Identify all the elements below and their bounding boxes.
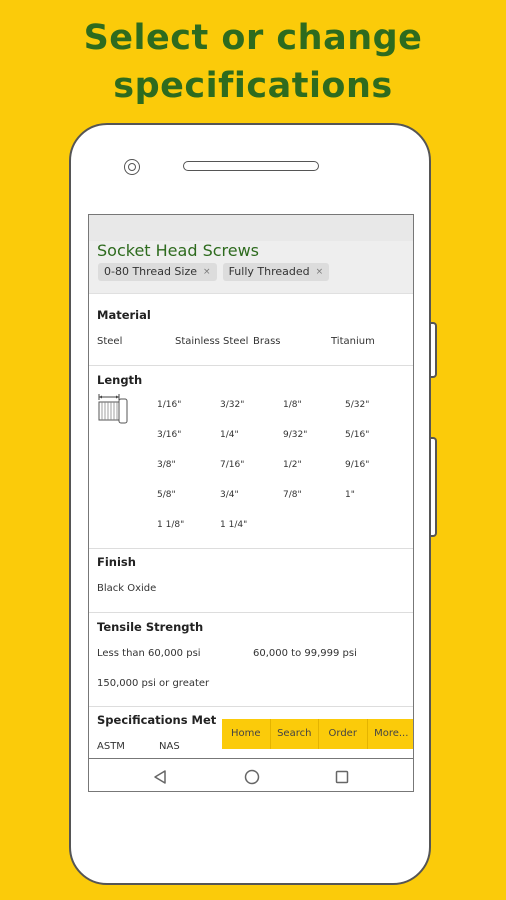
length-option[interactable]: 7/16": [220, 460, 245, 470]
option-black-oxide[interactable]: Black Oxide: [97, 583, 157, 594]
length-option[interactable]: 1 1/8": [157, 520, 185, 530]
option-tensile-mid[interactable]: 60,000 to 99,999 psi: [253, 648, 357, 659]
length-option[interactable]: 3/32": [220, 400, 245, 410]
finish-section: [89, 549, 413, 613]
back-triangle-icon[interactable]: [152, 769, 168, 785]
recents-square-icon[interactable]: [334, 769, 350, 785]
app-screen: [88, 214, 414, 792]
tensile-strength-section: [89, 613, 413, 707]
length-option[interactable]: 7/8": [283, 490, 302, 500]
length-option[interactable]: 3/8": [157, 460, 176, 470]
option-tensile-high[interactable]: 150,000 psi or greater: [97, 678, 210, 689]
material-section: [89, 294, 413, 366]
section-title-finish: Finish: [97, 555, 136, 569]
filter-chip-thread-size[interactable]: [98, 263, 217, 281]
volume-button: [431, 437, 437, 537]
system-nav-bar: [89, 758, 414, 792]
nav-home[interactable]: Home: [222, 719, 271, 749]
nav-more[interactable]: More...: [374, 728, 409, 739]
length-option[interactable]: 5/32": [345, 400, 370, 410]
chip-label: Fully Threaded: [228, 265, 310, 278]
promo-line-2: specifications: [113, 66, 393, 106]
status-bar: [89, 215, 413, 241]
page-title: Socket Head Screws: [97, 241, 260, 260]
bottom-nav: [222, 719, 414, 749]
option-titanium[interactable]: Titanium: [331, 336, 375, 347]
length-option[interactable]: 5/8": [157, 490, 176, 500]
length-option[interactable]: 9/16": [345, 460, 370, 470]
promo-headline: [0, 14, 506, 110]
length-option[interactable]: 1/16": [157, 400, 182, 410]
section-title-material: Material: [97, 308, 151, 322]
length-option[interactable]: 1 1/4": [220, 520, 248, 530]
close-icon[interactable]: ×: [315, 267, 324, 277]
length-option[interactable]: 1": [345, 490, 355, 500]
length-option[interactable]: 9/32": [283, 430, 308, 440]
power-button: [431, 322, 437, 378]
option-steel[interactable]: Steel: [97, 336, 123, 347]
camera-icon: [124, 159, 140, 175]
results-header: [89, 241, 413, 294]
filter-chip-threading[interactable]: [223, 263, 330, 281]
home-circle-icon[interactable]: [244, 769, 260, 785]
speaker-grille: [183, 161, 319, 171]
close-icon[interactable]: ×: [203, 267, 211, 277]
option-brass[interactable]: Brass: [253, 336, 281, 347]
filter-chips: [98, 263, 329, 281]
length-section: [89, 366, 413, 549]
length-option[interactable]: 1/2": [283, 460, 302, 470]
promo-line-1: Select or change: [83, 18, 423, 58]
chip-label: 0-80 Thread Size: [104, 265, 198, 278]
option-stainless-steel[interactable]: Stainless Steel: [175, 336, 249, 347]
nav-order[interactable]: Order: [319, 719, 368, 749]
length-option[interactable]: 3/16": [157, 430, 182, 440]
nav-search[interactable]: Search: [271, 719, 320, 749]
length-option[interactable]: 5/16": [345, 430, 370, 440]
option-nas[interactable]: NAS: [159, 741, 180, 752]
length-option[interactable]: 1/8": [283, 400, 302, 410]
length-option[interactable]: 1/4": [220, 430, 239, 440]
screw-length-icon: [98, 391, 128, 431]
section-title-specifications: Specifications Met: [97, 713, 217, 727]
option-astm[interactable]: ASTM: [97, 741, 125, 752]
section-title-length: Length: [97, 373, 143, 387]
option-tensile-low[interactable]: Less than 60,000 psi: [97, 648, 201, 659]
section-title-tensile-strength: Tensile Strength: [97, 620, 204, 634]
length-option[interactable]: 3/4": [220, 490, 239, 500]
